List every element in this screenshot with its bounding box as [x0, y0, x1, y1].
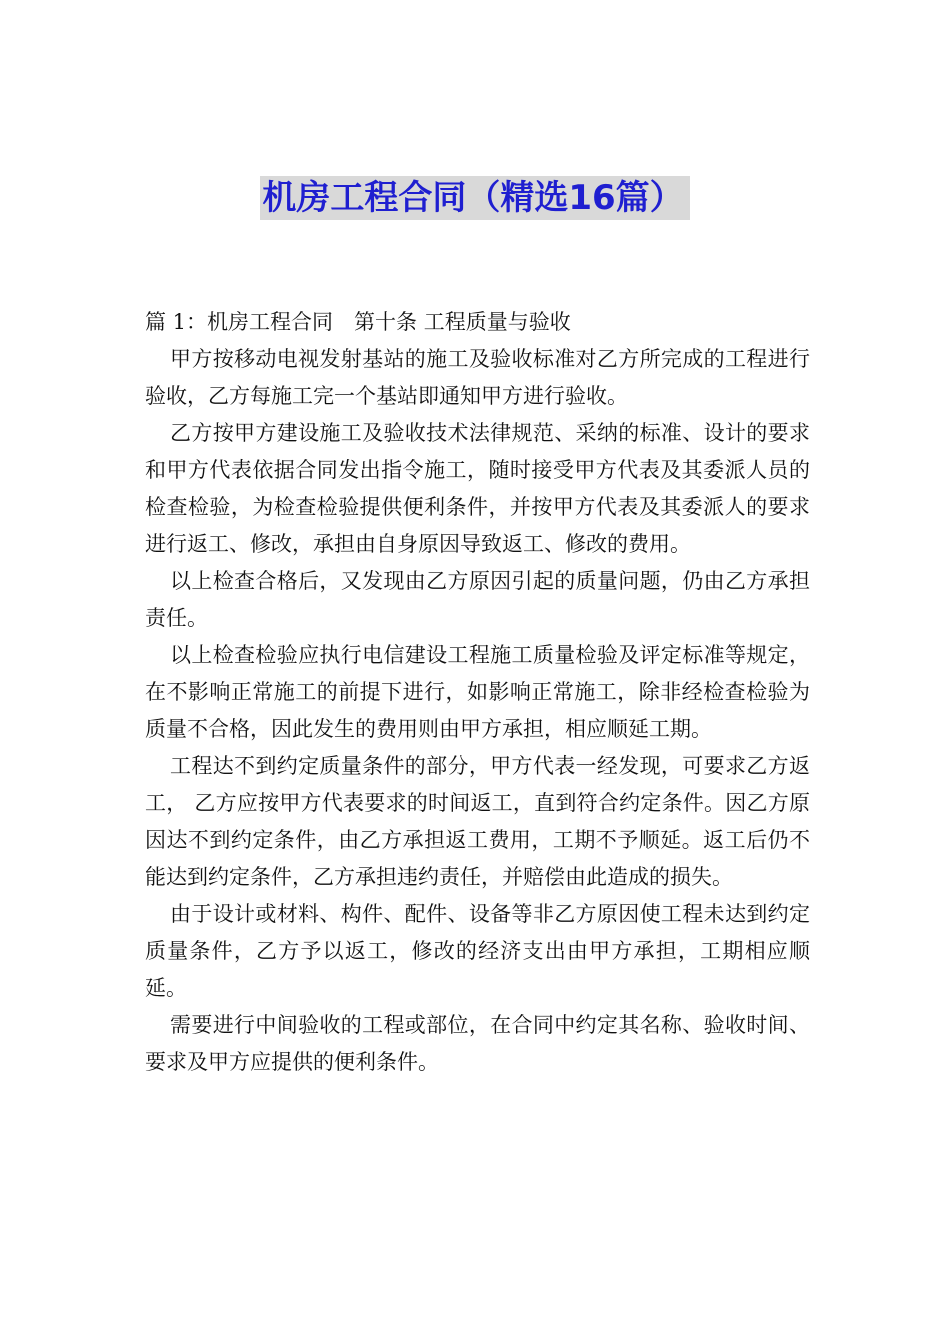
document-body	[145, 304, 810, 1081]
paragraph: 由于设计或材料、构件、配件、设备等非乙方原因使工程未达到约定质量条件，乙方予以返工，修改的经济支出由甲方承担，工期相应顺延。	[145, 902, 810, 1000]
document-title: 机房工程合同（精选16篇）	[260, 176, 689, 220]
paragraph: 以上检查检验应执行电信建设工程施工质量检验及评定标准等规定，在不影响正常施工的前提下进行，如影响正常施工，除非经检查检验为质量不合格，因此发生的费用则由甲方承担，相应顺延工期。	[145, 643, 810, 741]
paragraph: 甲方按移动电视发射基站的施工及验收标准对乙方所完成的工程进行验收，乙方每施工完一个基站即通知甲方进行验收。	[145, 347, 810, 408]
paragraph: 需要进行中间验收的工程或部位，在合同中约定其名称、验收时间、要求及甲方应提供的便利条件。	[145, 1013, 810, 1074]
paragraph: 工程达不到约定质量条件的部分，甲方代表一经发现，可要求乙方返工， 乙方应按甲方代表要求的时间返工，直到符合约定条件。因乙方原因达不到约定条件，由乙方承担返工费用，工期不予顺延。返工后仍不能达到约定条件，乙方承担违约责任，并赔偿由此造成的损失。	[145, 754, 810, 889]
paragraph: 乙方按甲方建设施工及验收技术法律规范、采纳的标准、设计的要求和甲方代表依据合同发出指令施工，随时接受甲方代表及其委派人员的检查检验，为检查检验提供便利条件，并按甲方代表及其委派人的要求进行返工、修改，承担由自身原因导致返工、修改的费用。	[145, 421, 810, 556]
title-container	[0, 176, 950, 220]
paragraph: 以上检查合格后，又发现由乙方原因引起的质量问题，仍由乙方承担责任。	[145, 569, 810, 630]
section-heading: 篇 1：机房工程合同 第十条 工程质量与验收	[145, 310, 571, 334]
